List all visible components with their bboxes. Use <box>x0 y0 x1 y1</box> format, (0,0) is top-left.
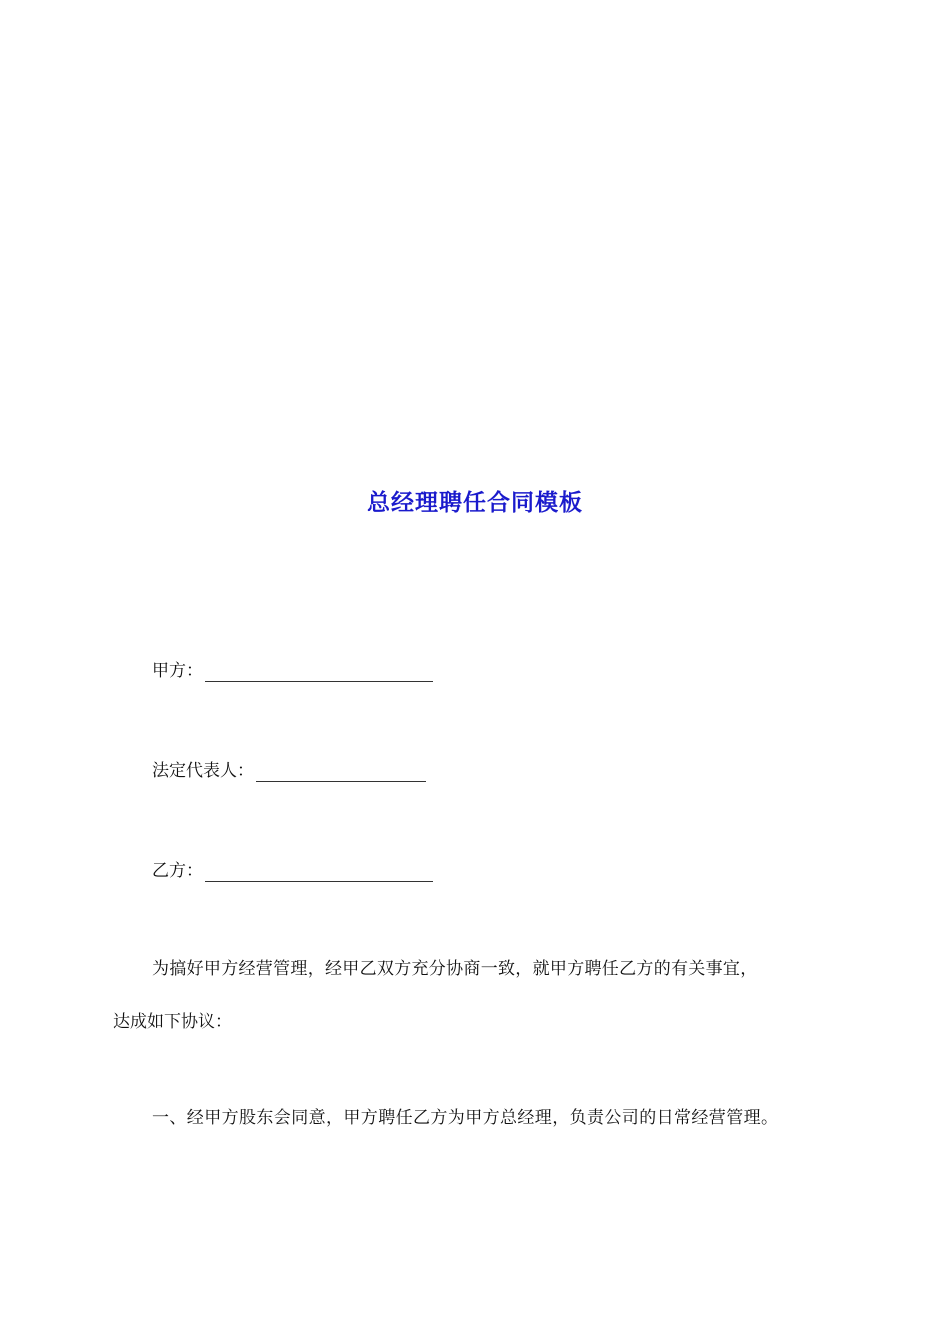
party-a-label: 甲方： <box>152 661 203 681</box>
party-b-blank-line <box>205 865 433 882</box>
legal-rep-field <box>152 760 426 782</box>
clause-1-paragraph: 一、经甲方股东会同意，甲方聘任乙方为甲方总经理，负责公司的日常经营管理。 <box>152 1108 779 1128</box>
intro-paragraph-line-1: 为搞好甲方经营管理，经甲乙双方充分协商一致，就甲方聘任乙方的有关事宜， <box>152 959 758 979</box>
party-b-field <box>152 860 433 882</box>
party-a-field <box>152 660 433 682</box>
document-title: 总经理聘任合同模板 <box>367 489 583 516</box>
party-b-label: 乙方： <box>152 861 203 881</box>
party-a-blank-line <box>205 665 433 682</box>
intro-paragraph-line-2: 达成如下协议： <box>113 1012 232 1032</box>
legal-rep-label: 法定代表人： <box>152 761 254 781</box>
legal-rep-blank-line <box>256 765 426 782</box>
